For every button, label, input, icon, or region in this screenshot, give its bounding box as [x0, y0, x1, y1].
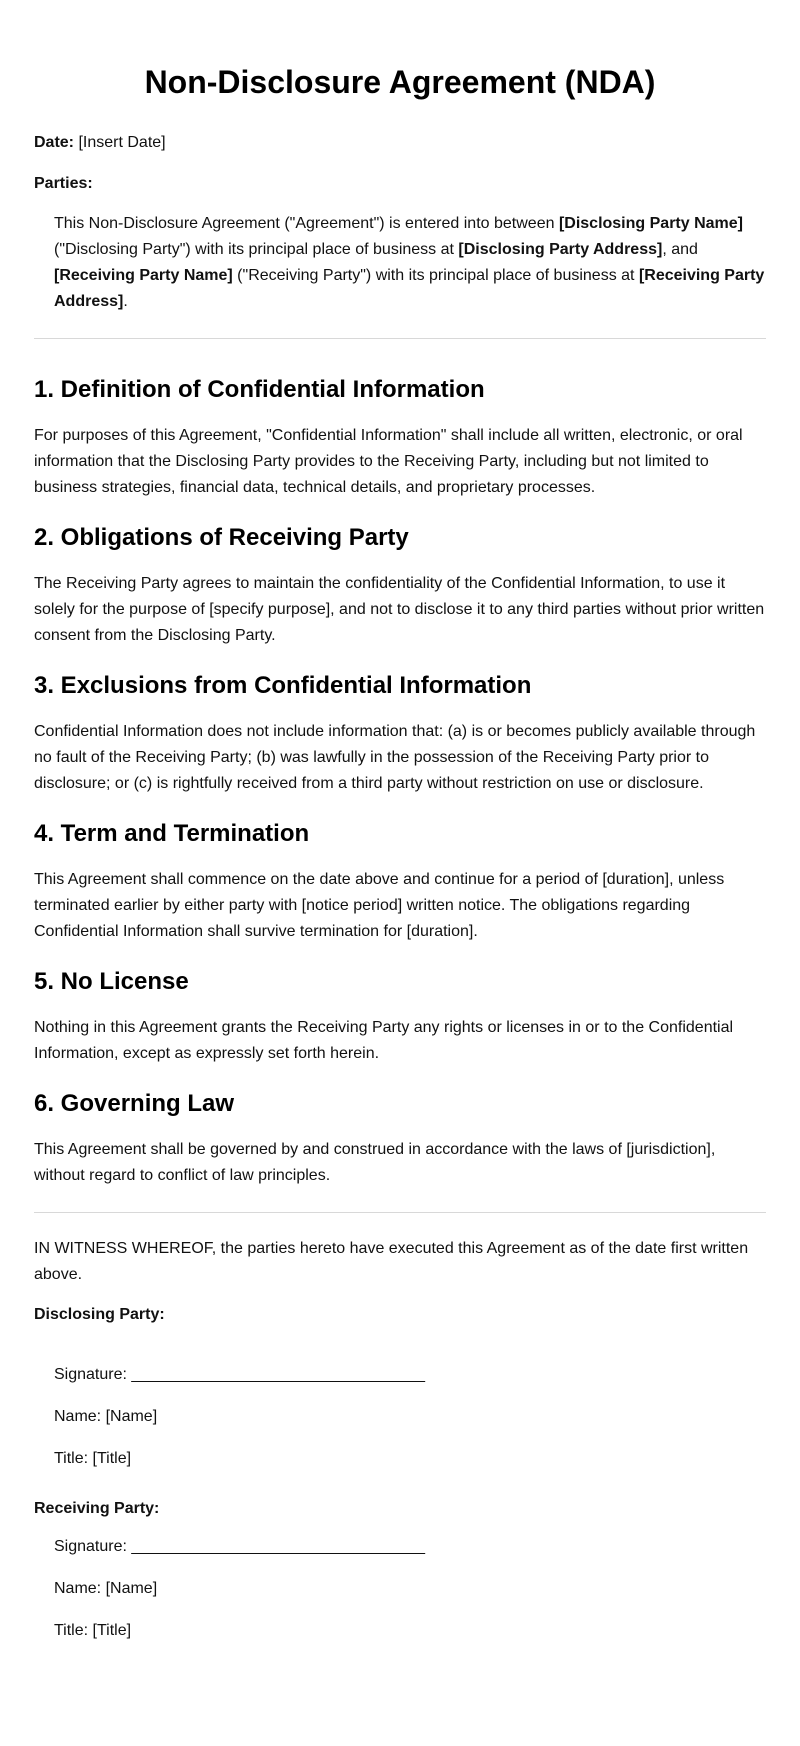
date-label: Date:	[34, 134, 75, 151]
section-body-governing-law: This Agreement shall be governed by and construed in accordance with the laws of [jurisdiction], without regard to conflict of law principles.	[34, 1141, 716, 1184]
date-value: [Insert Date]	[74, 134, 166, 151]
disclosing-signature-block	[54, 1364, 766, 1470]
disclosing-title-line: Title: [Title]	[54, 1450, 132, 1467]
section-heading-obligations: 2. Obligations of Receiving Party	[34, 524, 409, 551]
divider-top	[34, 338, 766, 339]
document-title: Non-Disclosure Agreement (NDA)	[144, 64, 656, 100]
receiving-party-name: [Receiving Party Name]	[54, 267, 233, 284]
section-body-obligations: The Receiving Party agrees to maintain the confidentiality of the Confidential Information, to use it solely for the purpose of [specify purpose], and not to disclose it to any third parties without prior written consent from the Disclosing Party.	[34, 575, 765, 644]
section-heading-term: 4. Term and Termination	[34, 820, 310, 847]
section-body-term: This Agreement shall commence on the date above and continue for a period of [duration], unless terminated earlier by either party with [notice period] written notice. The obligations regarding Confidential Information shall survive termination for [duration].	[34, 871, 725, 940]
disclosing-name-line: Name: [Name]	[54, 1408, 158, 1425]
receiving-title-line: Title: [Title]	[54, 1622, 132, 1639]
disclosing-party-address: [Disclosing Party Address]	[458, 241, 663, 258]
receiving-signature-block	[54, 1536, 766, 1642]
parties-label: Parties:	[34, 175, 93, 192]
divider-bottom	[34, 1212, 766, 1213]
receiving-party-address: [Receiving Party Address]	[54, 267, 765, 310]
section-body-no-license: Nothing in this Agreement grants the Receiving Party any rights or licenses in or to the Confidential Information, except as expressly set forth herein.	[34, 1019, 734, 1062]
receiving-party-label: Receiving Party:	[34, 1500, 160, 1517]
disclosing-signature-line: Signature: _________________________________	[54, 1366, 426, 1383]
section-heading-definition: 1. Definition of Confidential Information	[34, 376, 485, 403]
parties-text-3: , and	[662, 241, 698, 258]
parties-text-5: .	[123, 293, 128, 310]
section-heading-no-license: 5. No License	[34, 968, 189, 995]
parties-text-1: This Non-Disclosure Agreement ("Agreement") is entered into between	[54, 215, 559, 232]
receiving-name-line: Name: [Name]	[54, 1580, 158, 1597]
parties-text-4: ("Receiving Party") with its principal place of business at	[232, 267, 639, 284]
section-body-exclusions: Confidential Information does not include information that: (a) is or becomes publicly available through no fault of the Receiving Party; (b) was lawfully in the possession of the Receiving Party prior to disclosure; or (c) is rightfully received from a third party without restriction on use or disclosure.	[34, 723, 756, 792]
section-body-definition: For purposes of this Agreement, "Confidential Information" shall include all written, electronic, or oral information that the Disclosing Party provides to the Receiving Party, including but not limited to business strategies, financial data, technical details, and proprietary processes.	[34, 427, 743, 496]
parties-text-2: ("Disclosing Party") with its principal place of business at	[54, 241, 459, 258]
date-line	[34, 132, 766, 154]
receiving-signature-section	[34, 1498, 766, 1642]
disclosing-signature-section	[34, 1304, 766, 1470]
parties-paragraph	[54, 211, 766, 315]
witness-statement: IN WITNESS WHEREOF, the parties hereto have executed this Agreement as of the date first written above.	[34, 1240, 749, 1283]
disclosing-party-label: Disclosing Party:	[34, 1306, 165, 1323]
disclosing-party-name: [Disclosing Party Name]	[558, 215, 743, 232]
section-heading-governing-law: 6. Governing Law	[34, 1090, 235, 1117]
section-heading-exclusions: 3. Exclusions from Confidential Information	[34, 672, 532, 699]
receiving-signature-line: Signature: _________________________________	[54, 1538, 426, 1555]
